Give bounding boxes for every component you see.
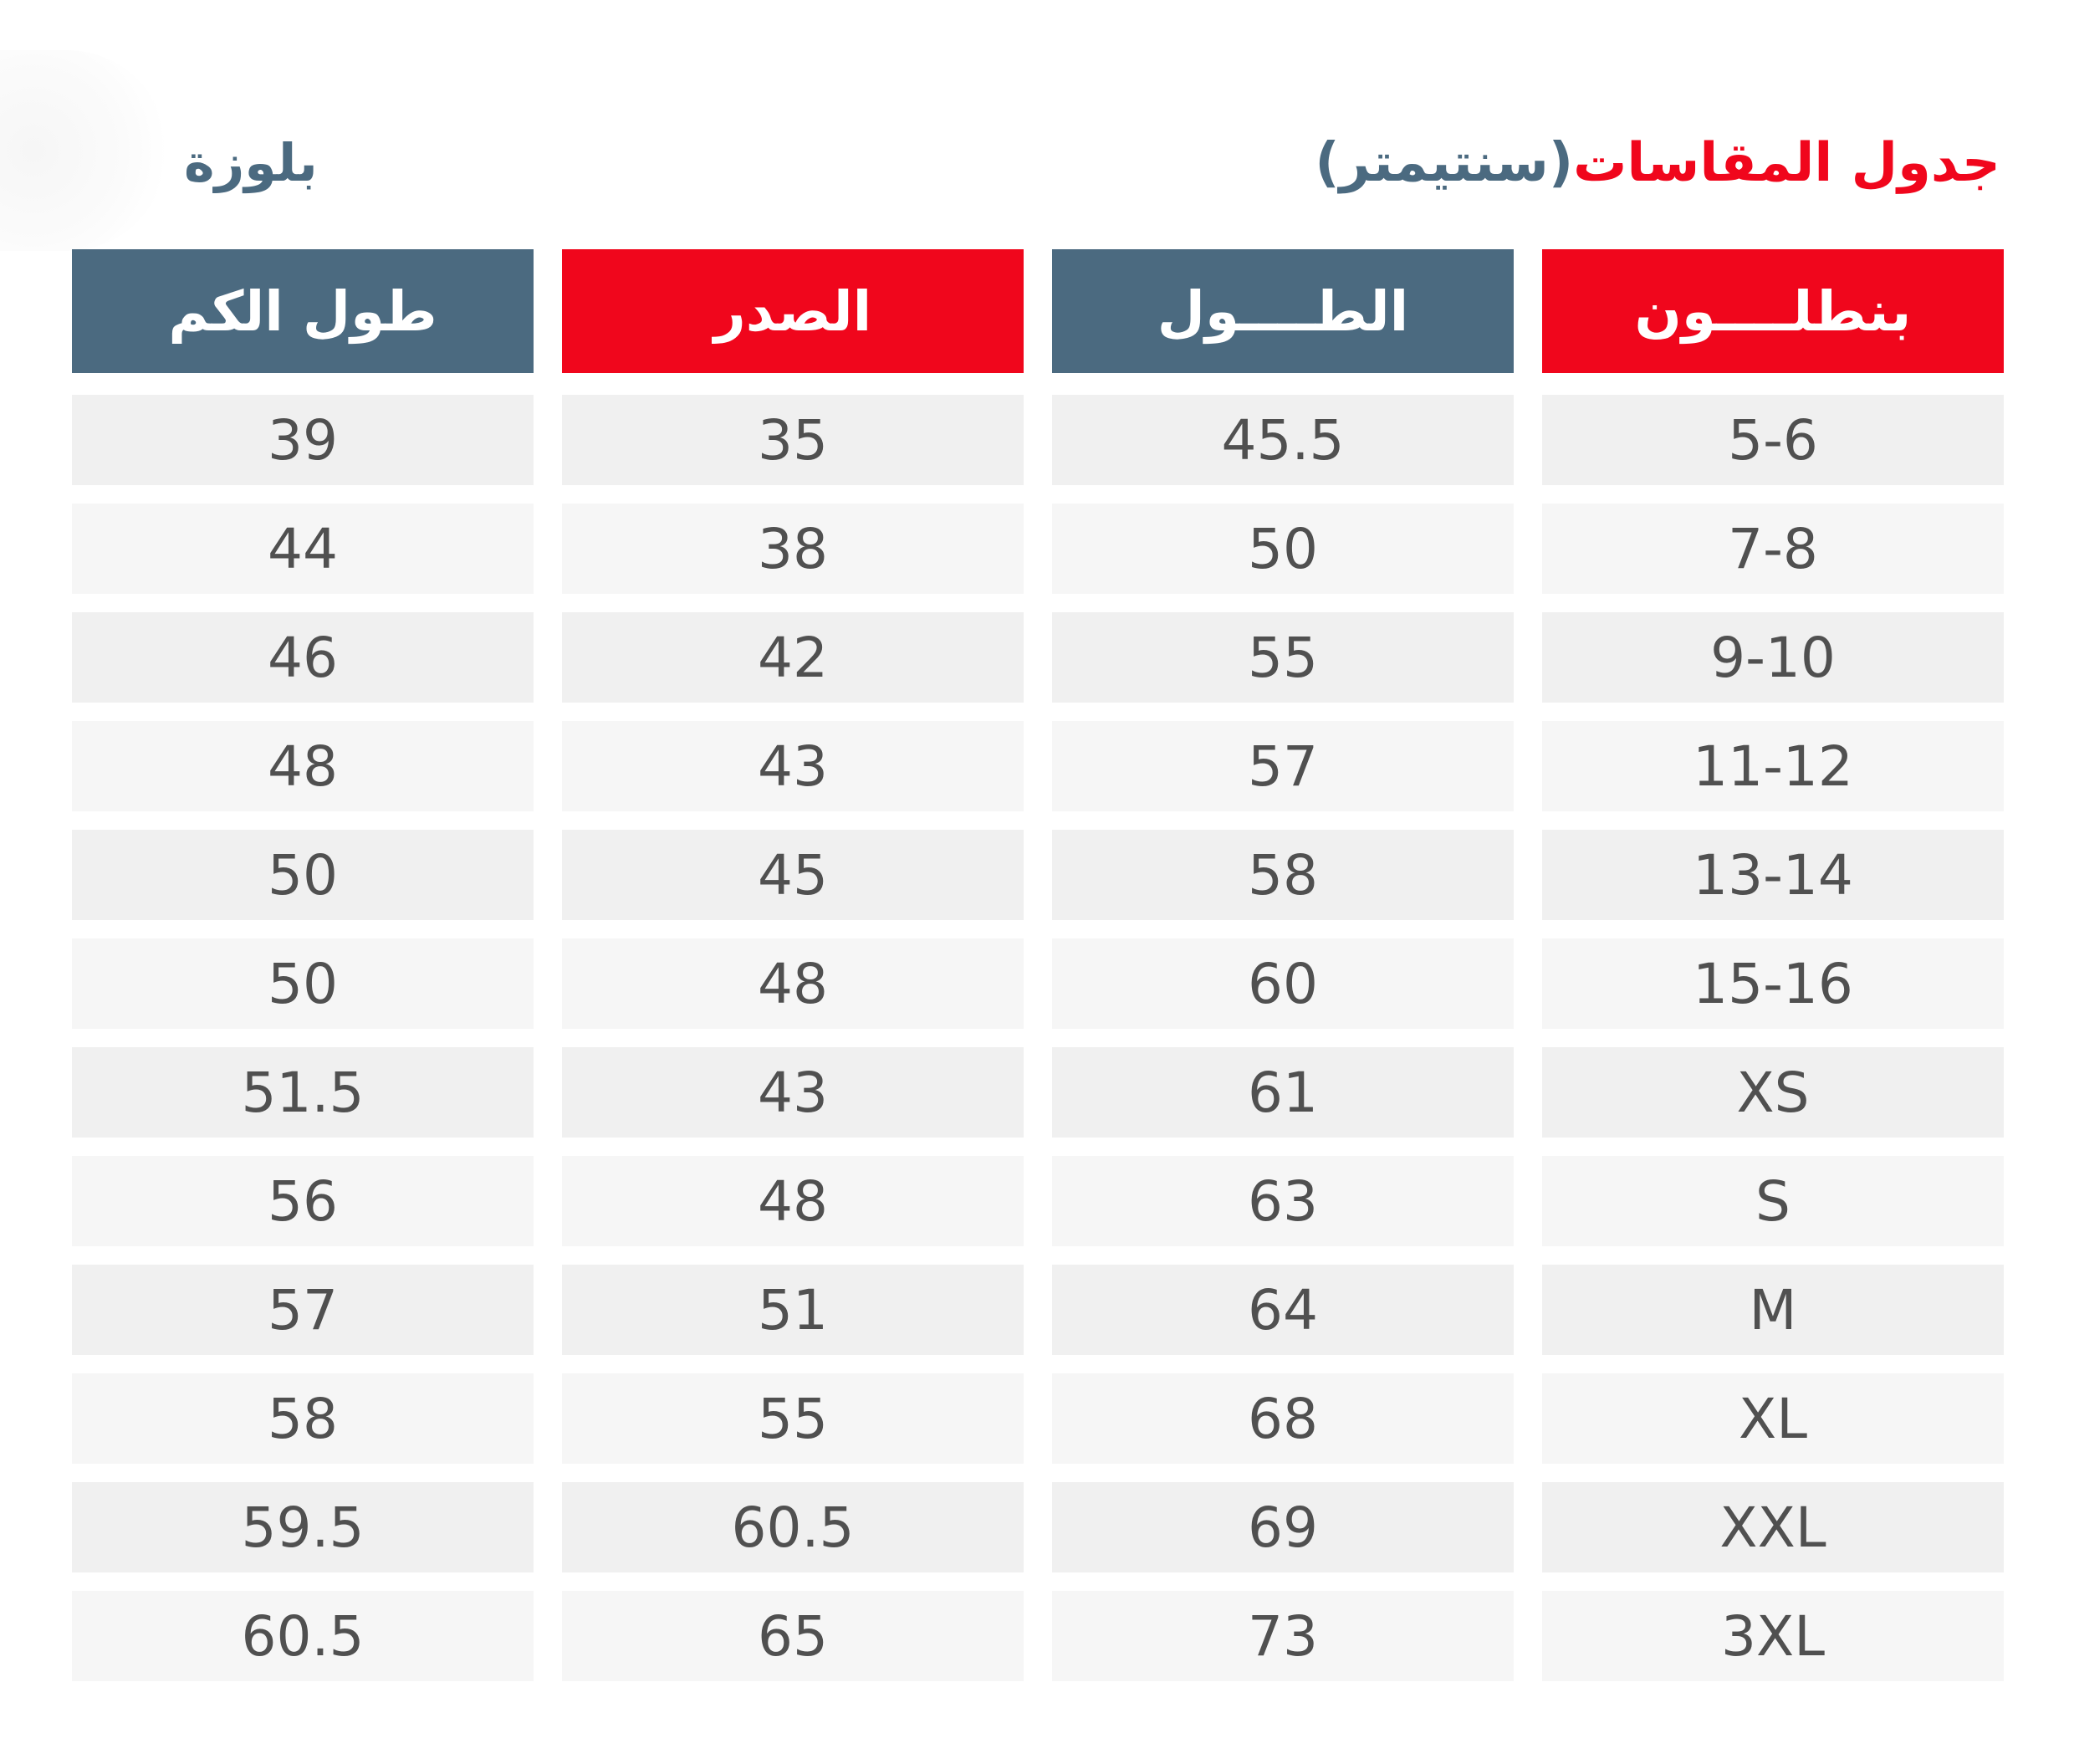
chest-cell: 60.5 (562, 1482, 1024, 1572)
page-title (1315, 125, 2000, 201)
chest-cell: 48 (562, 1156, 1024, 1246)
chest-cell: 42 (562, 612, 1024, 703)
pants-size-cell: 3XL (1542, 1591, 2004, 1681)
title-main: جدول المقاسات (1573, 132, 2000, 194)
chest-cell: 45 (562, 830, 1024, 920)
length-cell: 68 (1052, 1373, 1514, 1464)
length-cell: 63 (1052, 1156, 1514, 1246)
length-cell: 57 (1052, 721, 1514, 811)
sleeve-length-cell: 50 (72, 938, 534, 1029)
sleeve-length-cell: 60.5 (72, 1591, 534, 1681)
pants-size-cell: M (1542, 1265, 2004, 1355)
sleeve-length-cell: 51.5 (72, 1047, 534, 1138)
sleeve-length-cell: 39 (72, 395, 534, 485)
product-label: بلوزة (184, 132, 318, 193)
chest-cell: 51 (562, 1265, 1024, 1355)
pants-size-cell: 15-16 (1542, 938, 2004, 1029)
pants-size-cell: XL (1542, 1373, 2004, 1464)
header (0, 117, 2074, 209)
length-cell: 58 (1052, 830, 1514, 920)
size-chart-table (74, 249, 2004, 1681)
sleeve-length-cell: 57 (72, 1265, 534, 1355)
pants-size-cell: 7-8 (1542, 504, 2004, 594)
length-cell: 61 (1052, 1047, 1514, 1138)
pants-size-cell: XS (1542, 1047, 2004, 1138)
chest-cell: 43 (562, 1047, 1024, 1138)
sleeve-length-cell: 48 (72, 721, 534, 811)
column-header-chest: الصدر (562, 249, 1024, 373)
column-header-pants-size: بنطلــــون (1542, 249, 2004, 373)
pants-size-cell: S (1542, 1156, 2004, 1246)
pants-size-cell: 11-12 (1542, 721, 2004, 811)
sleeve-length-cell: 50 (72, 830, 534, 920)
chest-cell: 35 (562, 395, 1024, 485)
pants-size-cell: 5-6 (1542, 395, 2004, 485)
chest-cell: 38 (562, 504, 1024, 594)
length-cell: 55 (1052, 612, 1514, 703)
length-cell: 60 (1052, 938, 1514, 1029)
pants-size-cell: 13-14 (1542, 830, 2004, 920)
length-cell: 50 (1052, 504, 1514, 594)
length-cell: 69 (1052, 1482, 1514, 1572)
column-header-length: الطــــول (1052, 249, 1514, 373)
sleeve-length-cell: 58 (72, 1373, 534, 1464)
chest-cell: 48 (562, 938, 1024, 1029)
title-unit: (سنتيمتر) (1315, 132, 1574, 194)
length-cell: 64 (1052, 1265, 1514, 1355)
chest-cell: 65 (562, 1591, 1024, 1681)
chest-cell: 55 (562, 1373, 1024, 1464)
length-cell: 73 (1052, 1591, 1514, 1681)
pants-size-cell: XXL (1542, 1482, 2004, 1572)
sleeve-length-cell: 44 (72, 504, 534, 594)
sleeve-length-cell: 56 (72, 1156, 534, 1246)
length-cell: 45.5 (1052, 395, 1514, 485)
column-header-sleeve-length: طول الكم (72, 249, 534, 373)
sleeve-length-cell: 59.5 (72, 1482, 534, 1572)
chest-cell: 43 (562, 721, 1024, 811)
sleeve-length-cell: 46 (72, 612, 534, 703)
pants-size-cell: 9-10 (1542, 612, 2004, 703)
